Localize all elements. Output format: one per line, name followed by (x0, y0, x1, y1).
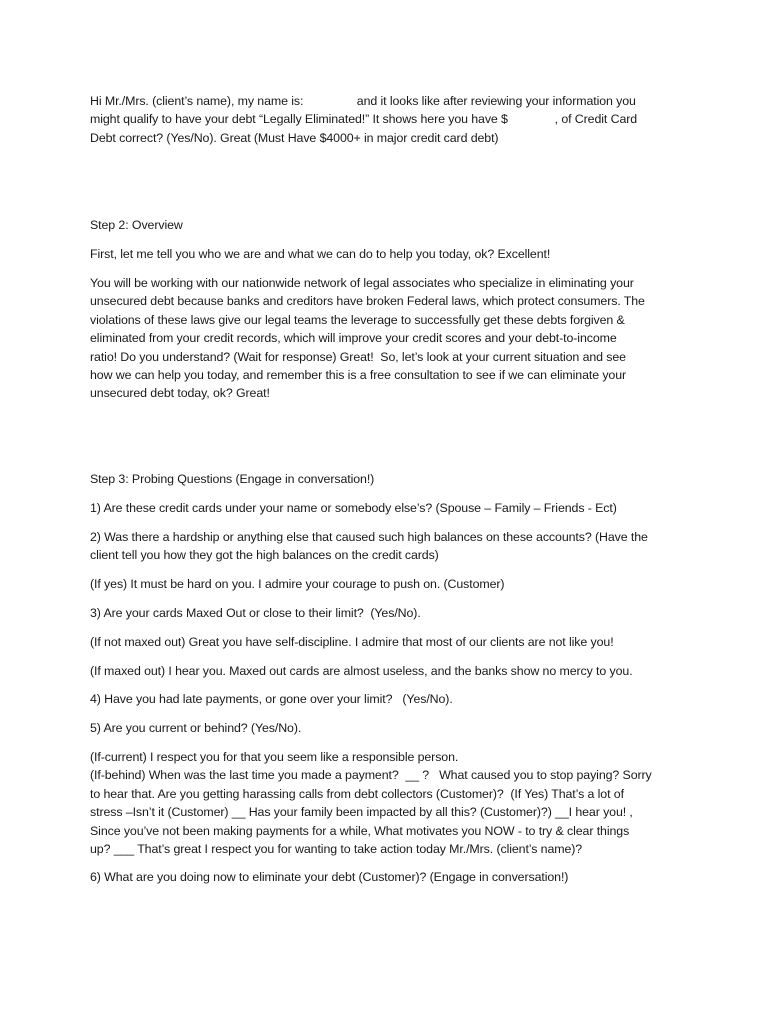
step2-heading (90, 216, 690, 234)
question-3-text: 3) Are your cards Maxed Out or close to their limit? (Yes/No). (90, 606, 421, 620)
step2-body-line: ratio! Do you understand? (Wait for response) Great! So, let’s look at your current situation and see (90, 349, 626, 364)
question-4-text: 4) Have you had late payments, or gone over your limit? (Yes/No). (90, 692, 453, 706)
question-3-not-maxed-text: (If not maxed out) Great you have self-discipline. I admire that most of our clients are not like you! (90, 635, 614, 649)
step2-intro-text: First, let me tell you who we are and what we can do to help you today, ok? Excellent! (90, 247, 551, 261)
question-2-yes (90, 575, 690, 593)
question-5-followup-line: to hear that. Are you getting harassing calls from debt collectors (Customer)? (If Yes) That’s a lot of (90, 786, 624, 801)
step2-intro (90, 245, 690, 263)
question-2-line: 2) Was there a hardship or anything else that caused such high balances on these accounts? (Have the (90, 530, 648, 544)
question-6 (90, 868, 690, 886)
step2-body-line: violations of these laws give our legal teams the leverage to successfully get these debts forgiven & (90, 312, 625, 327)
question-2 (90, 528, 690, 565)
question-2-line: client tell you how they got the high balances on the credit cards) (90, 548, 439, 563)
question-5-text: 5) Are you current or behind? (Yes/No). (90, 721, 302, 735)
question-4 (90, 690, 690, 708)
step2-body-line: how we can help you today, and remember this is a free consultation to see if we can eliminate your (90, 368, 627, 383)
question-3-maxed-text: (If maxed out) I hear you. Maxed out cards are almost useless, and the banks show no mercy to you. (90, 664, 633, 678)
step2-body-line: unsecured debt today, ok? Great! (90, 386, 270, 401)
intro-line: Hi Mr./Mrs. (client’s name), my name is: and it looks like after reviewing your information you (90, 94, 636, 108)
intro-paragraph (90, 92, 690, 147)
step3-heading (90, 470, 690, 488)
step2-heading-text: Step 2: Overview (90, 218, 183, 232)
question-5-followup-line: (If-current) I respect you for that you seem like a responsible person. (90, 750, 459, 764)
question-5 (90, 719, 690, 737)
question-3 (90, 604, 690, 622)
question-3-not-maxed (90, 633, 690, 651)
intro-line: Debt correct? (Yes/No). Great (Must Have $4000+ in major credit card debt) (90, 130, 499, 145)
question-5-followup-line: (If-behind) When was the last time you made a payment? __ ? What caused you to stop paying? Sorry (90, 768, 652, 783)
step2-body-line: You will be working with our nationwide network of legal associates who specialize in eliminating your (90, 276, 634, 290)
intro-line: might qualify to have your debt “Legally Eliminated!” It shows here you have $ , of Credit Card (90, 112, 638, 127)
question-5-followup-line: up? ___ That’s great I respect you for wanting to take action today Mr./Mrs. (client’s name)? (90, 842, 583, 857)
question-5-followup (90, 748, 690, 858)
question-2-yes-text: (If yes) It must be hard on you. I admire your courage to push on. (Customer) (90, 577, 505, 591)
question-1-text: 1) Are these credit cards under your name or somebody else’s? (Spouse – Family – Friends - Ect) (90, 501, 617, 515)
step2-body (90, 274, 690, 403)
step2-body-line: unsecured debt because banks and creditors have broken Federal laws, which protect consumers. The (90, 294, 645, 309)
question-5-followup-line: Since you’ve not been making payments for a while, What motivates you NOW - to try & clear things (90, 823, 630, 838)
question-5-followup-line: stress –Isn’t it (Customer) __ Has your family been impacted by all this? (Customer)?) __I hear you! , (90, 805, 633, 820)
question-6-text: 6) What are you doing now to eliminate your debt (Customer)? (Engage in conversation!) (90, 870, 569, 884)
question-3-maxed (90, 662, 690, 680)
question-1 (90, 499, 690, 517)
step2-body-line: eliminated from your credit records, which will improve your credit scores and your debt-to-income (90, 331, 617, 346)
step3-heading-text: Step 3: Probing Questions (Engage in conversation!) (90, 472, 375, 486)
